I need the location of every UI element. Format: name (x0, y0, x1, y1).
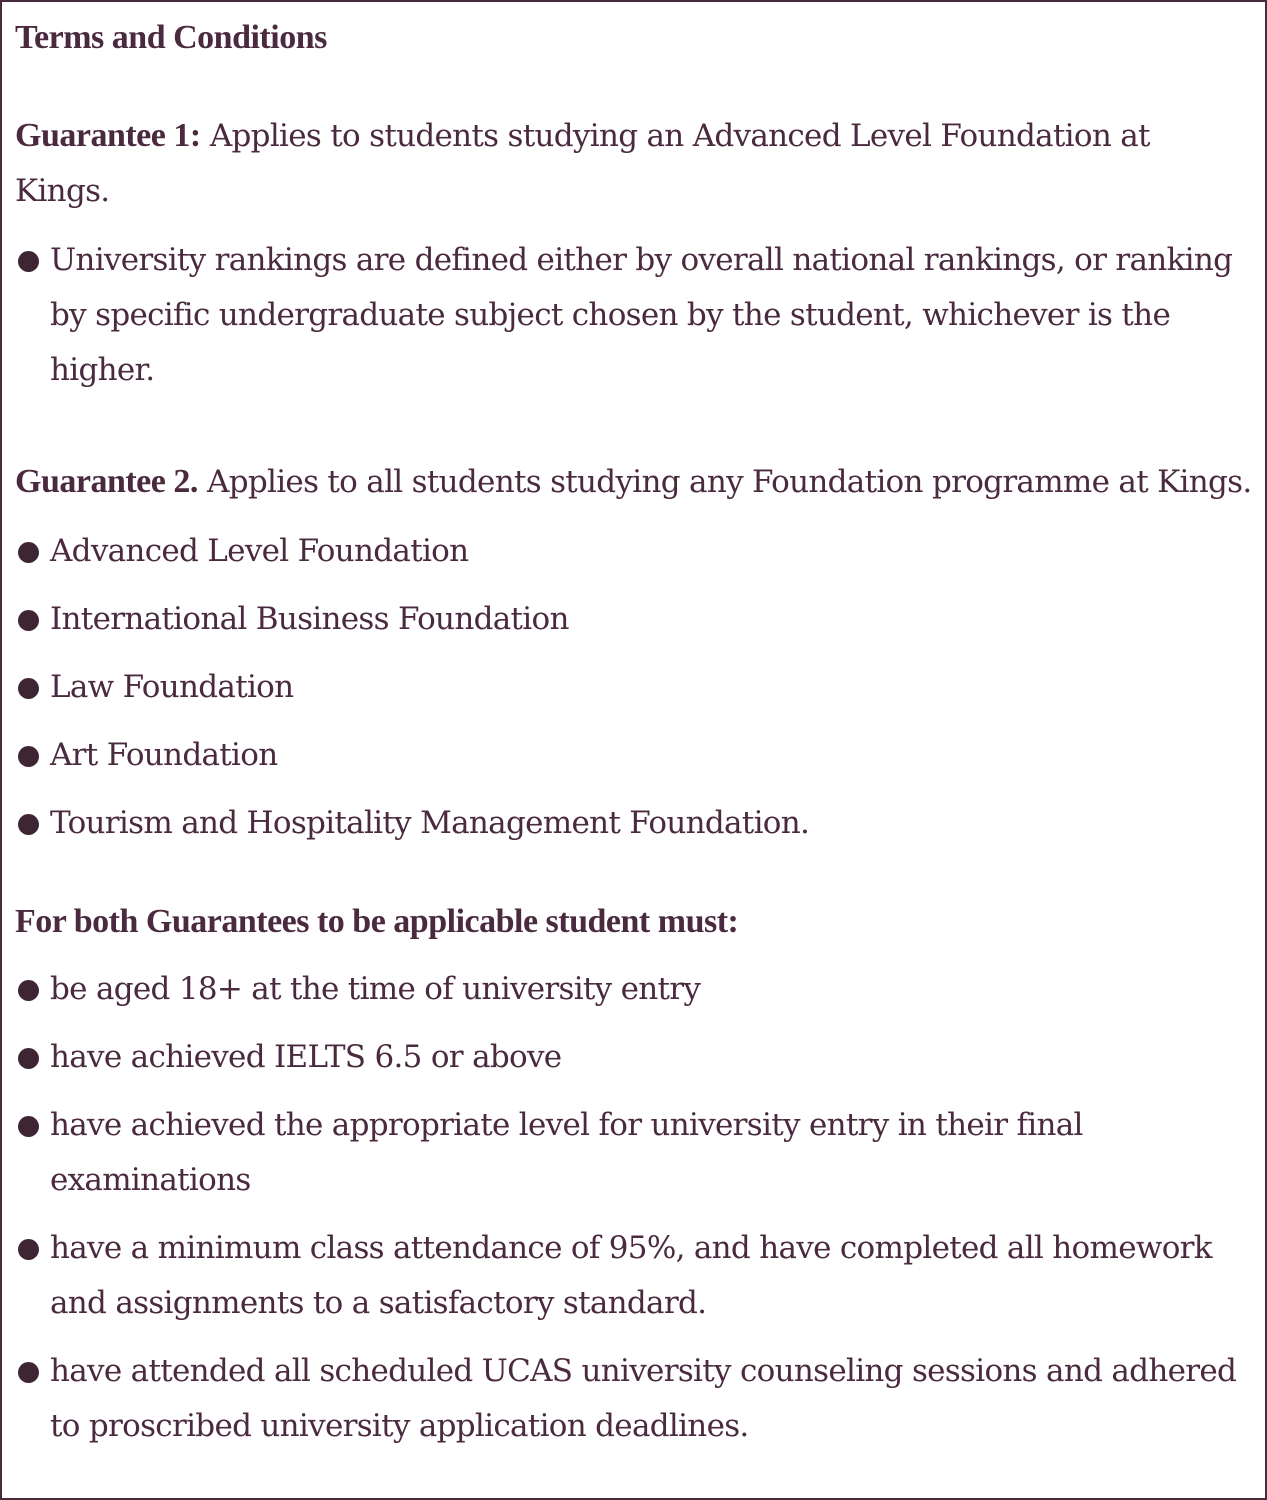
guarantee-1-text: Applies to students studying an Advanced Level Foundation at Kings. (15, 118, 1150, 209)
guarantee-2-paragraph (15, 454, 1253, 510)
list-item-text: Tourism and Hospitality Management Foundation. (50, 805, 810, 841)
bullet-icon (18, 678, 39, 699)
bullet-icon (18, 251, 39, 272)
guarantee-2-lead: Guarantee 2. (15, 463, 198, 500)
requirements-list (15, 962, 1253, 1454)
bullet-icon (18, 980, 39, 1001)
list-item (15, 592, 1253, 647)
list-item-text: Advanced Level Foundation (50, 533, 469, 569)
list-item-text: Law Foundation (50, 669, 294, 705)
bullet-icon (18, 814, 39, 835)
list-item-text: have achieved IELTS 6.5 or above (50, 1039, 562, 1075)
list-item (15, 796, 1253, 851)
guarantee-2-text: Applies to all students studying any Foundation programme at Kings. (197, 464, 1252, 500)
list-item (15, 962, 1253, 1017)
bullet-icon (18, 1048, 39, 1069)
list-item-text: have a minimum class attendance of 95%, and have completed all homework and assignments to a satisfactory standard. (50, 1230, 1212, 1321)
list-item (15, 1344, 1253, 1454)
guarantee-1-lead: Guarantee 1: (15, 117, 201, 154)
bullet-icon (18, 1116, 39, 1137)
guarantee-2-list (15, 524, 1253, 851)
list-item (15, 1098, 1253, 1208)
bullet-icon (18, 746, 39, 767)
guarantee-1-paragraph (15, 108, 1253, 219)
list-item (15, 660, 1253, 715)
list-item (15, 524, 1253, 579)
list-item (15, 233, 1253, 398)
page-title: Terms and Conditions (15, 19, 327, 56)
requirements-heading: For both Guarantees to be applicable student must: (15, 903, 739, 940)
list-item-text: International Business Foundation (50, 601, 569, 637)
list-item (15, 1030, 1253, 1085)
list-item-text: have attended all scheduled UCAS university counseling sessions and adhered to proscribed university application deadlines. (50, 1353, 1237, 1444)
bullet-icon (18, 1239, 39, 1260)
list-item-text: have achieved the appropriate level for university entry in their final examinations (50, 1107, 1083, 1198)
bullet-icon (18, 610, 39, 631)
list-item-text: be aged 18+ at the time of university entry (50, 971, 701, 1007)
bullet-icon (18, 542, 39, 563)
bullet-icon (18, 1362, 39, 1383)
list-item (15, 1221, 1253, 1331)
guarantee-1-list (15, 233, 1253, 398)
list-item-text: Art Foundation (50, 737, 278, 773)
list-item-text: University rankings are defined either by overall national rankings, or ranking by specific undergraduate subject chosen by the student, whichever is the higher. (50, 242, 1233, 388)
list-item (15, 728, 1253, 783)
